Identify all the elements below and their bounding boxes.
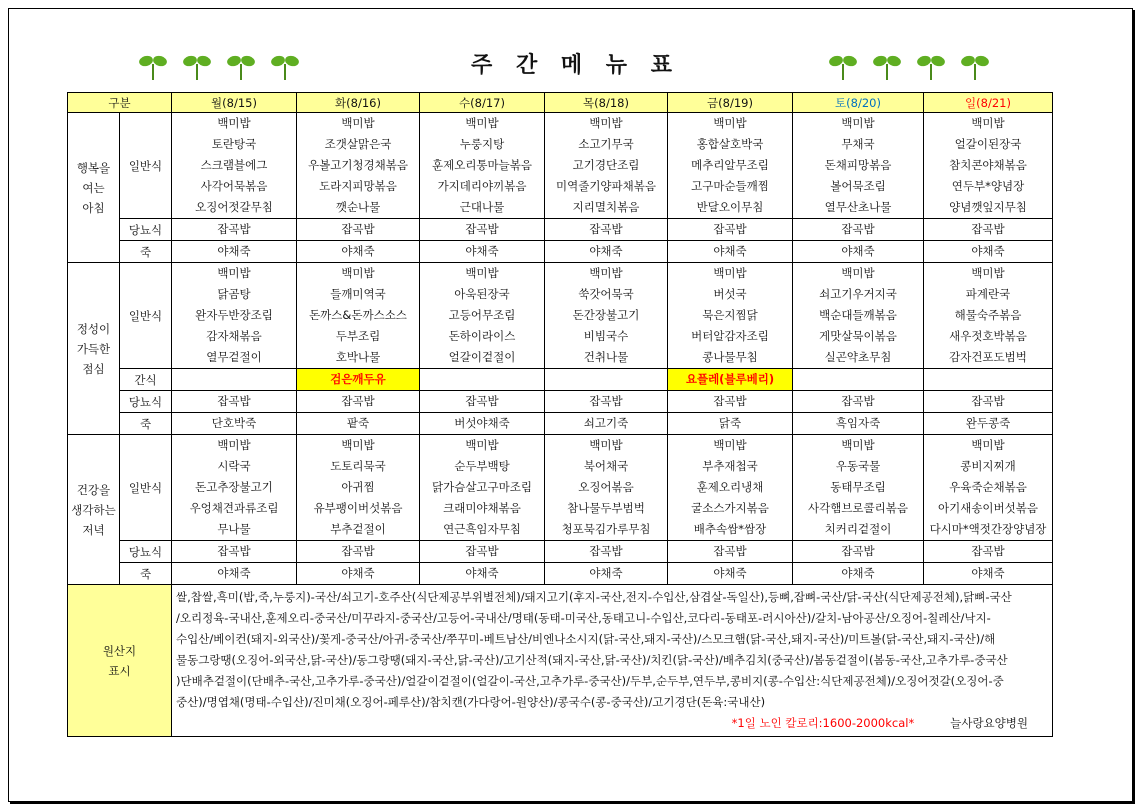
- dinner-diabetic-wed: 잡곡밥: [420, 541, 545, 563]
- menu-item: 백미밥: [713, 266, 747, 280]
- menu-item: 백미밥: [971, 116, 1005, 130]
- menu-item: 열무겉절이: [206, 350, 262, 364]
- dinner-porridge-fri: 야채죽: [668, 563, 793, 585]
- lunch-snack-sun: [924, 369, 1053, 391]
- lunch-snack-label: 간식: [120, 369, 172, 391]
- dinner-diabetic-tue: 잡곡밥: [297, 541, 420, 563]
- origin-label-line: 표시: [108, 663, 131, 678]
- menu-item: 우볼고기청경채볶음: [308, 158, 408, 172]
- dinner-general-label: 일반식: [120, 435, 172, 541]
- menu-item: 북어채국: [583, 459, 629, 473]
- menu-item: 콩비지찌개: [960, 459, 1016, 473]
- menu-item: 묵은지찜닭: [702, 308, 758, 322]
- dinner-label: [68, 435, 120, 585]
- lunch-diabetic-row: [68, 391, 1053, 413]
- menu-item: 콩나물무침: [702, 350, 758, 364]
- menu-item: 비빔국수: [583, 329, 629, 343]
- lunch-porridge-wed: 버섯야채죽: [420, 413, 545, 435]
- dinner-general-mon: [172, 435, 297, 541]
- lunch-general-row: [68, 263, 1053, 369]
- origin-line: /오리정육-국내산,훈제오리-중국산/미꾸라지-중국산/고등어-국내산/명태(동태-미국산,동태고니-수입산,코다리-동태포-러시아산)/갈치-남아공산/오징어-칠레산/낙지-: [176, 611, 991, 625]
- menu-item: 동태무조림: [830, 480, 886, 494]
- breakfast-porridge-fri: 야채죽: [668, 241, 793, 263]
- origin-line: 쌀,찹쌀,흑미(밥,죽,누룽지)-국산/쇠고기-호주산(식단제공부위별전체)/돼지고기(후지-국산,전지-수입산,삼겹살-독일산),등뼈,잡뼈-국산/닭-국산(식단제공전체),닭뼈-국산: [176, 590, 1012, 604]
- breakfast-diabetic-thu: 잡곡밥: [545, 219, 668, 241]
- lunch-general-mon: [172, 263, 297, 369]
- menu-item: 돈하이라이스: [448, 329, 516, 343]
- menu-item: 무나물: [217, 522, 251, 536]
- menu-item: 백미밥: [841, 438, 875, 452]
- lunch-snack-fri: 요플레(블루베리): [668, 369, 793, 391]
- menu-item: 백미밥: [217, 116, 251, 130]
- menu-item: 돈간장불고기: [572, 308, 640, 322]
- menu-item: 백미밥: [589, 116, 623, 130]
- dinner-general-fri: [668, 435, 793, 541]
- menu-item: 연두부*양념장: [951, 179, 1025, 193]
- menu-item: 오징어젓갈무침: [195, 200, 273, 214]
- menu-item: 볼어묵조림: [830, 179, 886, 193]
- breakfast-label-line: 행복을: [76, 160, 111, 175]
- breakfast-diabetic-fri: 잡곡밥: [668, 219, 793, 241]
- breakfast-porridge-sat: 야채죽: [793, 241, 924, 263]
- lunch-general-sat: [793, 263, 924, 369]
- lunch-diabetic-sat: 잡곡밥: [793, 391, 924, 413]
- lunch-porridge-sat: 흑임자죽: [793, 413, 924, 435]
- menu-item: 고기경단조림: [572, 158, 640, 172]
- lunch-porridge-row: [68, 413, 1053, 435]
- origin-label-line: 원산지: [102, 643, 137, 658]
- dinner-general-row: [68, 435, 1053, 541]
- menu-item: 양념깻잎지무침: [949, 200, 1027, 214]
- origin-line: 물동그랑땡(오징어-외국산,닭-국산)/동그랑땡(돼지-국산,닭-국산)/고기산적(돼지-국산,닭-국산)/치킨(닭-국산)/배추김치(중국산)/봄동겉절이(봄동-국산,고추가루-중국산: [176, 653, 1008, 667]
- menu-item: 백미밥: [465, 266, 499, 280]
- breakfast-diabetic-sun: 잡곡밥: [924, 219, 1053, 241]
- dinner-porridge-tue: 야채죽: [297, 563, 420, 585]
- menu-item: 아귀찜: [341, 480, 375, 494]
- breakfast-general-sat: [793, 113, 924, 219]
- dinner-diabetic-sun: 잡곡밥: [924, 541, 1053, 563]
- menu-item: 버터알감자조림: [691, 329, 769, 343]
- lunch-snack-tue: 검은깨두유: [297, 369, 420, 391]
- menu-item: 백미밥: [217, 438, 251, 452]
- menu-item: 돈까스&돈까스소스: [309, 308, 407, 322]
- dinner-porridge-wed: 야채죽: [420, 563, 545, 585]
- menu-item: 얼갈이된장국: [954, 137, 1022, 151]
- menu-item: 훈제오리냉채: [696, 480, 764, 494]
- menu-item: 백미밥: [341, 116, 375, 130]
- menu-item: 쇠고기우거지국: [819, 287, 897, 301]
- breakfast-diabetic-row: [68, 219, 1053, 241]
- menu-item: 누룽지탕: [459, 137, 505, 151]
- menu-item: 백미밥: [217, 266, 251, 280]
- menu-item: 참치콘야채볶음: [949, 158, 1027, 172]
- gubun-header: 구분: [68, 93, 172, 113]
- dinner-porridge-mon: 야채죽: [172, 563, 297, 585]
- breakfast-general-sun: [924, 113, 1053, 219]
- menu-item: 백미밥: [341, 438, 375, 452]
- weekly-menu-table: [67, 92, 1053, 737]
- menu-item: 해물숙주볶음: [954, 308, 1022, 322]
- dinner-label-line: 생각하는: [71, 502, 116, 517]
- lunch-diabetic-sun: 잡곡밥: [924, 391, 1053, 413]
- lunch-label-line: 가득한: [76, 341, 111, 356]
- breakfast-diabetic-wed: 잡곡밥: [420, 219, 545, 241]
- breakfast-general-wed: [420, 113, 545, 219]
- dinner-general-tue: [297, 435, 420, 541]
- menu-item: 훈제오리통마늘볶음: [432, 158, 532, 172]
- lunch-diabetic-tue: 잡곡밥: [297, 391, 420, 413]
- lunch-label-line: 정성이: [76, 321, 111, 336]
- menu-item: 오징어볶음: [578, 480, 634, 494]
- breakfast-general-label: 일반식: [120, 113, 172, 219]
- menu-item: 돈채피망볶음: [824, 158, 892, 172]
- menu-item: 백미밥: [713, 438, 747, 452]
- menu-item: 도토리묵국: [330, 459, 386, 473]
- menu-item: 굴소스가지볶음: [691, 501, 769, 515]
- dinner-porridge-sun: 야채죽: [924, 563, 1053, 585]
- lunch-porridge-thu: 쇠고기죽: [545, 413, 668, 435]
- lunch-snack-wed: [420, 369, 545, 391]
- menu-item: 깻순나물: [335, 200, 381, 214]
- origin-label: [68, 585, 172, 737]
- breakfast-porridge-row: [68, 241, 1053, 263]
- breakfast-porridge-sun: 야채죽: [924, 241, 1053, 263]
- lunch-porridge-mon: 단호박죽: [172, 413, 297, 435]
- menu-item: 순두부백탕: [454, 459, 510, 473]
- menu-item: 백미밥: [589, 438, 623, 452]
- menu-item: 건취나물: [583, 350, 629, 364]
- breakfast-diabetic-label: 당뇨식: [120, 219, 172, 241]
- menu-item: 파계란국: [965, 287, 1011, 301]
- breakfast-general-thu: [545, 113, 668, 219]
- dinner-label-line: 건강을: [76, 482, 111, 497]
- dinner-diabetic-label: 당뇨식: [120, 541, 172, 563]
- menu-item: 실곤약초무침: [824, 350, 892, 364]
- menu-item: 청포묵김가루무침: [561, 522, 651, 536]
- menu-item: 돈고추장불고기: [195, 480, 273, 494]
- menu-item: 우육죽순채볶음: [949, 480, 1027, 494]
- menu-item: 백미밥: [971, 266, 1005, 280]
- menu-item: 우엉채견과류조림: [189, 501, 279, 515]
- menu-item: 미역줄기양파채볶음: [556, 179, 656, 193]
- menu-item: 배추속쌈*쌈장: [693, 522, 767, 536]
- lunch-general-sun: [924, 263, 1053, 369]
- menu-item: 부추재첩국: [702, 459, 758, 473]
- menu-item: 백미밥: [713, 116, 747, 130]
- breakfast-general-fri: [668, 113, 793, 219]
- menu-item: 백미밥: [589, 266, 623, 280]
- breakfast-diabetic-sat: 잡곡밥: [793, 219, 924, 241]
- origin-line: 중산)/명엽채(명태-수입산)/진미채(오징어-페루산)/참치캔(가다랑어-원양산)/콩국수(콩-중국산)/고기경단(돈육:국내산): [176, 695, 766, 709]
- menu-item: 사각어묵볶음: [200, 179, 268, 193]
- menu-item: 소고기무국: [578, 137, 634, 151]
- breakfast-label-line: 여는: [82, 180, 105, 195]
- dinner-porridge-label: 죽: [120, 563, 172, 585]
- day-header-sat: 토(8/20): [793, 93, 924, 113]
- lunch-diabetic-label: 당뇨식: [120, 391, 172, 413]
- lunch-porridge-sun: 완두콩죽: [924, 413, 1053, 435]
- menu-item: 들깨미역국: [330, 287, 386, 301]
- menu-item: 토란탕국: [211, 137, 257, 151]
- menu-item: 근대나물: [459, 200, 505, 214]
- menu-item: 닭가슴살고구마조림: [432, 480, 532, 494]
- lunch-diabetic-thu: 잡곡밥: [545, 391, 668, 413]
- footer-row: [176, 713, 1048, 734]
- breakfast-porridge-mon: 야채죽: [172, 241, 297, 263]
- menu-item: 참나물두부범벅: [567, 501, 645, 515]
- day-header-fri: 금(8/19): [668, 93, 793, 113]
- origin-text-block: [172, 585, 1053, 737]
- lunch-general-fri: [668, 263, 793, 369]
- lunch-label-line: 점심: [82, 361, 105, 376]
- menu-item: 백미밥: [971, 438, 1005, 452]
- dinner-diabetic-thu: 잡곡밥: [545, 541, 668, 563]
- page-title: 주 간 메 뉴 표: [471, 53, 673, 78]
- calorie-note: *1일 노인 칼로리:1600-2000kcal*: [731, 716, 915, 730]
- lunch-diabetic-wed: 잡곡밥: [420, 391, 545, 413]
- hospital-name: 늘사랑요양병원: [950, 716, 1028, 730]
- menu-item: 반달오이무침: [696, 200, 764, 214]
- menu-item: 백순대들깨볶음: [819, 308, 897, 322]
- menu-item: 열무산초나물: [824, 200, 892, 214]
- lunch-porridge-fri: 닭죽: [668, 413, 793, 435]
- breakfast-diabetic-tue: 잡곡밥: [297, 219, 420, 241]
- lunch-general-wed: [420, 263, 545, 369]
- menu-item: 얼갈이겉절이: [448, 350, 516, 364]
- menu-item: 우동국물: [835, 459, 881, 473]
- origin-row: [68, 585, 1053, 737]
- breakfast-general-tue: [297, 113, 420, 219]
- lunch-snack-mon: [172, 369, 297, 391]
- dinner-diabetic-sat: 잡곡밥: [793, 541, 924, 563]
- dinner-porridge-thu: 야채죽: [545, 563, 668, 585]
- breakfast-porridge-wed: 야채죽: [420, 241, 545, 263]
- day-header-sun: 일(8/21): [924, 93, 1053, 113]
- day-header-tue: 화(8/16): [297, 93, 420, 113]
- menu-item: 버섯국: [713, 287, 747, 301]
- menu-item: 도라지피망볶음: [319, 179, 397, 193]
- menu-item: 스크램블에그: [200, 158, 268, 172]
- header-row: [68, 93, 1053, 113]
- dinner-general-thu: [545, 435, 668, 541]
- lunch-general-thu: [545, 263, 668, 369]
- menu-item: 다시마*액젓간장양념장: [929, 522, 1047, 536]
- menu-item: 닭곰탕: [217, 287, 251, 301]
- menu-item: 고구마순들깨찜: [691, 179, 769, 193]
- lunch-porridge-label: 죽: [120, 413, 172, 435]
- menu-item: 시락국: [217, 459, 251, 473]
- day-header-wed: 수(8/17): [420, 93, 545, 113]
- dinner-general-sun: [924, 435, 1053, 541]
- menu-item: 아기새송이버섯볶음: [938, 501, 1038, 515]
- lunch-snack-row: [68, 369, 1053, 391]
- menu-item: 메추리알무조림: [691, 158, 769, 172]
- dinner-diabetic-fri: 잡곡밥: [668, 541, 793, 563]
- day-header-mon: 월(8/15): [172, 93, 297, 113]
- menu-item: 사각햄브로콜리볶음: [808, 501, 908, 515]
- menu-item: 유부팽이버섯볶음: [313, 501, 403, 515]
- menu-item: 부추겉절이: [330, 522, 386, 536]
- menu-item: 가지데리야끼볶음: [437, 179, 527, 193]
- menu-item: 조갯살맑은국: [324, 137, 392, 151]
- lunch-general-label: 일반식: [120, 263, 172, 369]
- menu-item: 감자채볶음: [206, 329, 262, 343]
- menu-item: 아욱된장국: [454, 287, 510, 301]
- breakfast-porridge-tue: 야채죽: [297, 241, 420, 263]
- breakfast-porridge-label: 죽: [120, 241, 172, 263]
- lunch-porridge-tue: 팥죽: [297, 413, 420, 435]
- breakfast-general-row: [68, 113, 1053, 219]
- menu-item: 치커리겉절이: [824, 522, 892, 536]
- menu-item: 감자건포도범벅: [949, 350, 1027, 364]
- dinner-porridge-sat: 야채죽: [793, 563, 924, 585]
- menu-item: 백미밥: [341, 266, 375, 280]
- menu-item: 홍합살호박국: [696, 137, 764, 151]
- dinner-diabetic-row: [68, 541, 1053, 563]
- menu-item: 쑥갓어묵국: [578, 287, 634, 301]
- dinner-diabetic-mon: 잡곡밥: [172, 541, 297, 563]
- breakfast-general-mon: [172, 113, 297, 219]
- menu-item: 고등어무조림: [448, 308, 516, 322]
- menu-item: 게맛살묵이볶음: [819, 329, 897, 343]
- menu-item: 두부조림: [335, 329, 381, 343]
- menu-item: 무채국: [841, 137, 875, 151]
- menu-item: 백미밥: [841, 116, 875, 130]
- lunch-general-tue: [297, 263, 420, 369]
- menu-item: 백미밥: [465, 116, 499, 130]
- menu-item: 연근흑임자무침: [443, 522, 521, 536]
- dinner-porridge-row: [68, 563, 1053, 585]
- lunch-diabetic-fri: 잡곡밥: [668, 391, 793, 413]
- lunch-diabetic-mon: 잡곡밥: [172, 391, 297, 413]
- dinner-general-wed: [420, 435, 545, 541]
- day-header-thu: 목(8/18): [545, 93, 668, 113]
- menu-item: 새우젓호박볶음: [949, 329, 1027, 343]
- breakfast-porridge-thu: 야채죽: [545, 241, 668, 263]
- lunch-snack-thu: [545, 369, 668, 391]
- dinner-general-sat: [793, 435, 924, 541]
- lunch-snack-sat: [793, 369, 924, 391]
- dinner-label-line: 저녁: [82, 522, 105, 537]
- lunch-label: [68, 263, 120, 435]
- breakfast-label-line: 아침: [82, 200, 105, 215]
- menu-item: 완자두반장조림: [195, 308, 273, 322]
- menu-item: 호박나물: [335, 350, 381, 364]
- menu-item: 크래미야채볶음: [443, 501, 521, 515]
- breakfast-label: [68, 113, 120, 263]
- origin-line: )단배추겉절이(단배추-국산,고추가루-중국산)/얼갈이겉절이(얼갈이-국산,고추가루-중국산)/두부,순두부,연두부,콩비지(콩-수입산:식단제공전체)/오징어젓갈(오징어-중: [176, 674, 1004, 688]
- breakfast-diabetic-mon: 잡곡밥: [172, 219, 297, 241]
- menu-item: 백미밥: [465, 438, 499, 452]
- menu-item: 지리멸치볶음: [572, 200, 640, 214]
- menu-item: 백미밥: [841, 266, 875, 280]
- origin-line: 수입산/베이컨(돼지-외국산)/꽃게-중국산/아귀-중국산/쭈꾸미-베트남산/비엔나소시지(닭-국산,돼지-국산)/스모크햄(닭-국산,돼지-국산)/미트볼(닭-국산,돼지-국산)/해: [176, 632, 996, 646]
